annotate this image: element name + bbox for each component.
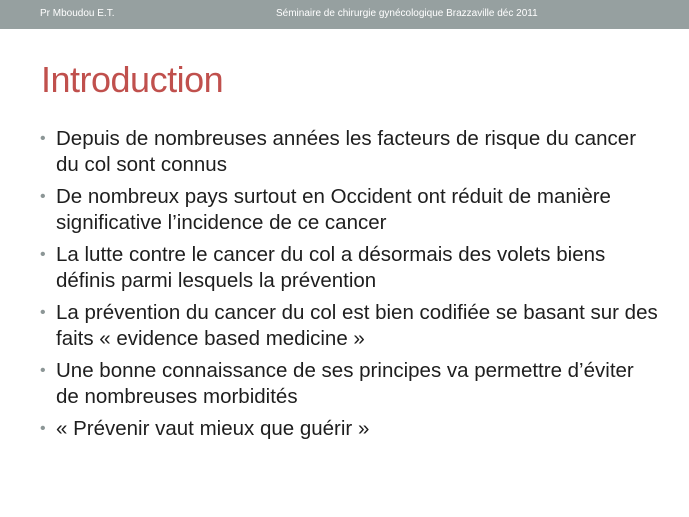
bullet-item xyxy=(40,242,660,294)
slide-title: Introduction xyxy=(41,59,224,100)
bullet-item xyxy=(40,126,660,178)
bullet-dot-icon: • xyxy=(40,188,46,205)
bullet-text: La lutte contre le cancer du col a désormais des volets biens définis parmi lesquels la prévention xyxy=(56,243,606,292)
header-bar xyxy=(0,0,689,29)
bullet-item xyxy=(40,358,660,410)
bullet-item xyxy=(40,184,660,236)
bullet-dot-icon: • xyxy=(40,304,46,321)
bullet-item xyxy=(40,416,660,442)
bullet-text: « Prévenir vaut mieux que guérir » xyxy=(56,417,370,440)
bullet-dot-icon: • xyxy=(40,362,46,379)
bullet-list xyxy=(40,126,660,448)
bullet-dot-icon: • xyxy=(40,246,46,263)
bullet-text: Une bonne connaissance de ses principes va permettre d’éviter de nombreuses morbidités xyxy=(56,359,634,408)
bullet-dot-icon: • xyxy=(40,130,46,147)
header-seminar-title: Séminaire de chirurgie gynécologique Brazzaville déc 2011 xyxy=(276,8,538,19)
bullet-text: La prévention du cancer du col est bien codifiée se basant sur des faits « evidence based medicine » xyxy=(56,301,658,350)
bullet-text: Depuis de nombreuses années les facteurs de risque du cancer du col sont connus xyxy=(56,127,637,176)
bullet-dot-icon: • xyxy=(40,420,46,437)
bullet-text: De nombreux pays surtout en Occident ont réduit de manière significative l’incidence de ce cancer xyxy=(56,185,611,234)
bullet-item xyxy=(40,300,660,352)
header-author: Pr Mboudou E.T. xyxy=(40,8,115,19)
